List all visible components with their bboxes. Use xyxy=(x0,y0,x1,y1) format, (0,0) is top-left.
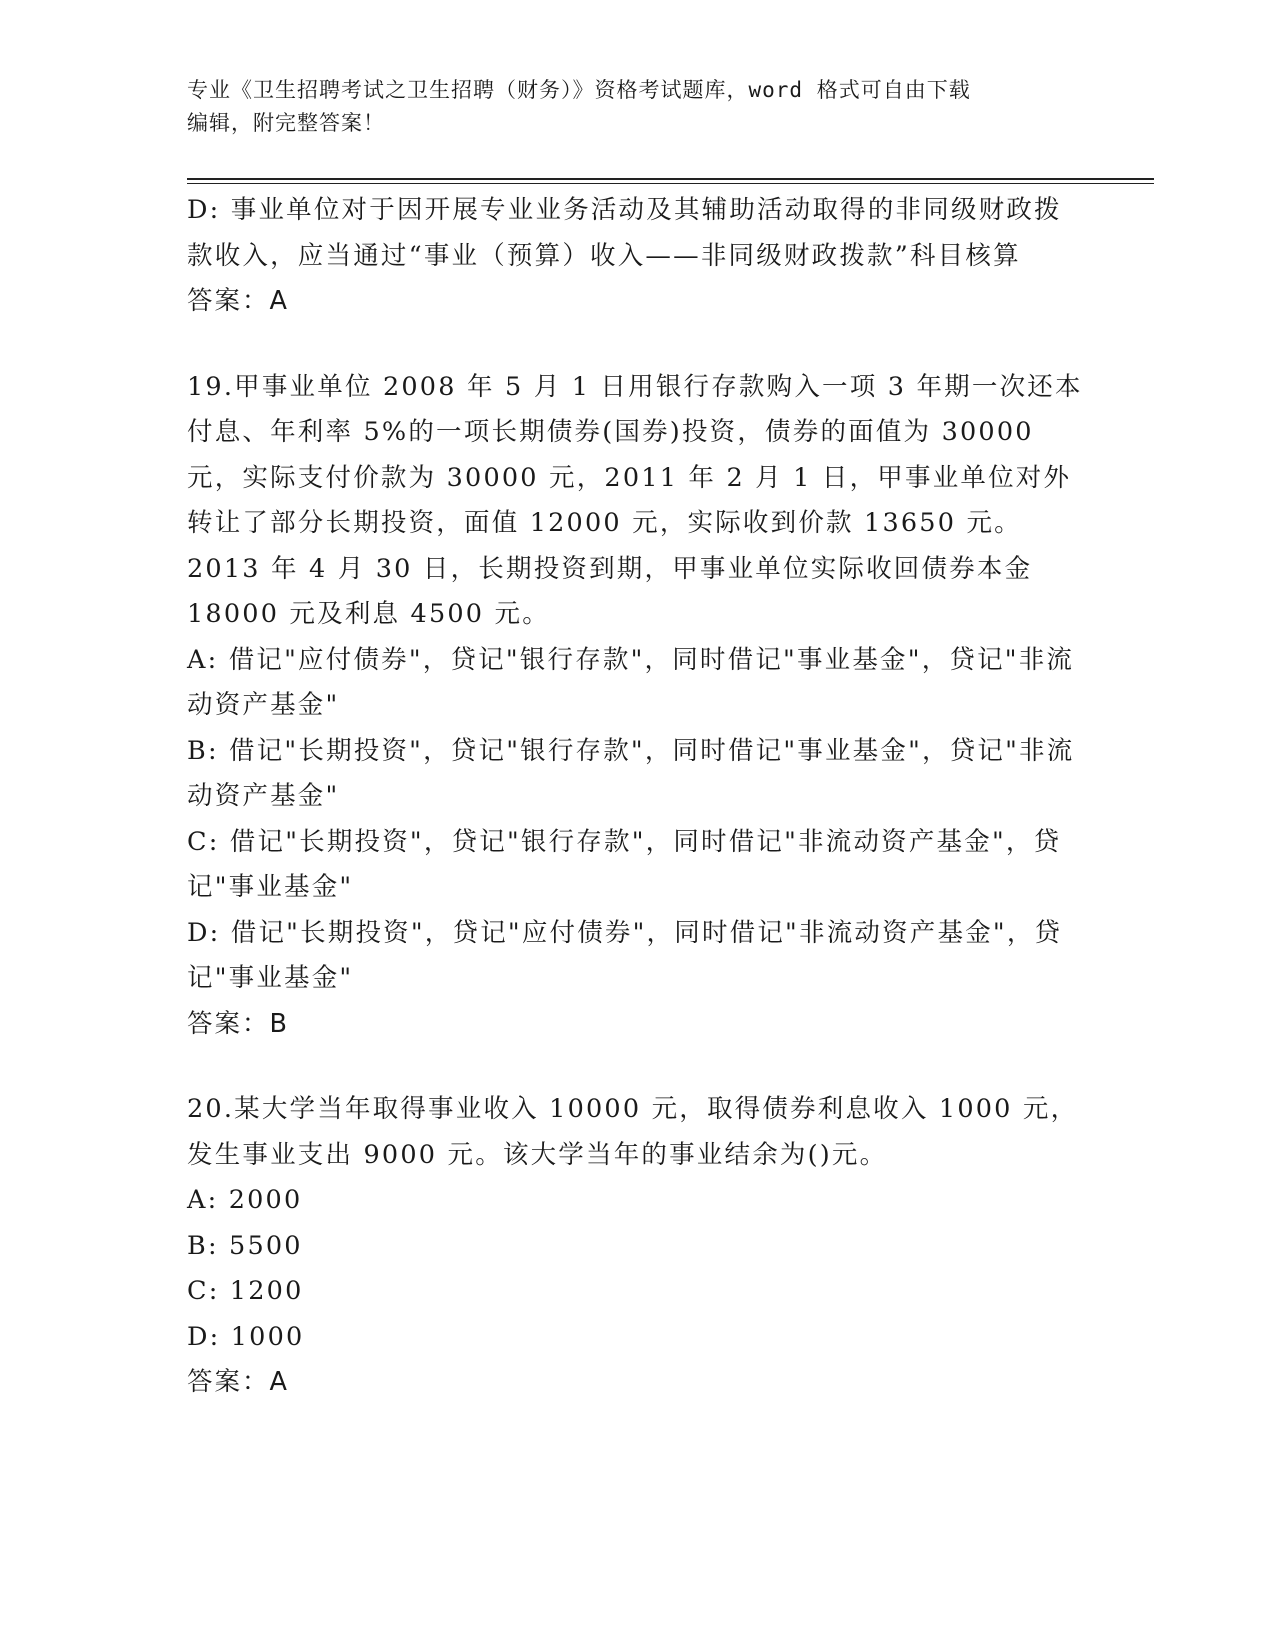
answer: 答案：B xyxy=(187,1008,289,1039)
option-c: C: 借记"长期投资"，贷记"银行存款"，同时借记"非流动资产基金"，贷记"事业基金" xyxy=(187,826,1062,902)
spacer xyxy=(187,1047,1087,1087)
header-line-1: 专业《卫生招聘考试之卫生招聘（财务）》资格考试题库，word 格式可自由下载 xyxy=(187,78,971,102)
document-body xyxy=(187,188,1087,1406)
spacer xyxy=(187,325,1087,365)
previous-question-tail xyxy=(187,188,1087,325)
header-divider xyxy=(187,178,1154,184)
option-d: D: 事业单位对于因开展专业业务活动及其辅助活动取得的非同级财政拨款收入，应当通过“事业（预算）收入——非同级财政拨款”科目核算 xyxy=(187,195,1062,271)
option-d: D: 1000 xyxy=(187,1321,305,1352)
question-20 xyxy=(187,1087,1087,1406)
option-a: A: 借记"应付债券"，贷记"银行存款"，同时借记"事业基金"，贷记"非流动资产基金" xyxy=(187,644,1075,720)
header-line-2: 编辑，附完整答案！ xyxy=(187,111,385,135)
option-b: B: 借记"长期投资"，贷记"银行存款"，同时借记"事业基金"，贷记"非流动资产基金" xyxy=(187,735,1075,811)
document-header xyxy=(187,74,1087,140)
option-b: B: 5500 xyxy=(187,1230,303,1261)
option-c: C: 1200 xyxy=(187,1276,304,1306)
answer: 答案：A xyxy=(187,1367,289,1397)
question-19 xyxy=(187,365,1087,1048)
question-stem: 20.某大学当年取得事业收入 10000 元，取得债券利息收入 1000 元，发生事业支出 9000 元。该大学当年的事业结余为()元。 xyxy=(187,1094,1079,1170)
option-a: A: 2000 xyxy=(187,1185,303,1215)
option-d: D: 借记"长期投资"，贷记"应付债券"，同时借记"非流动资产基金"，贷记"事业基金" xyxy=(187,917,1063,993)
answer: 答案：A xyxy=(187,286,289,316)
question-stem: 19.甲事业单位 2008 年 5 月 1 日用银行存款购入一项 3 年期一次还本付息、年利率 5%的一项长期债券(国券)投资，债券的面值为 30000 元，实际支付价款为 30000 元，2011 年 2 月 1 日，甲事业单位对外转让了部分长期投资，面值 12000 元，实际收到价款 13650 元。2013 年 4 月 30 日，长期投资到期，甲事业单位实际收回债券本金 18000 元及利息 4500 元。 xyxy=(187,371,1083,629)
